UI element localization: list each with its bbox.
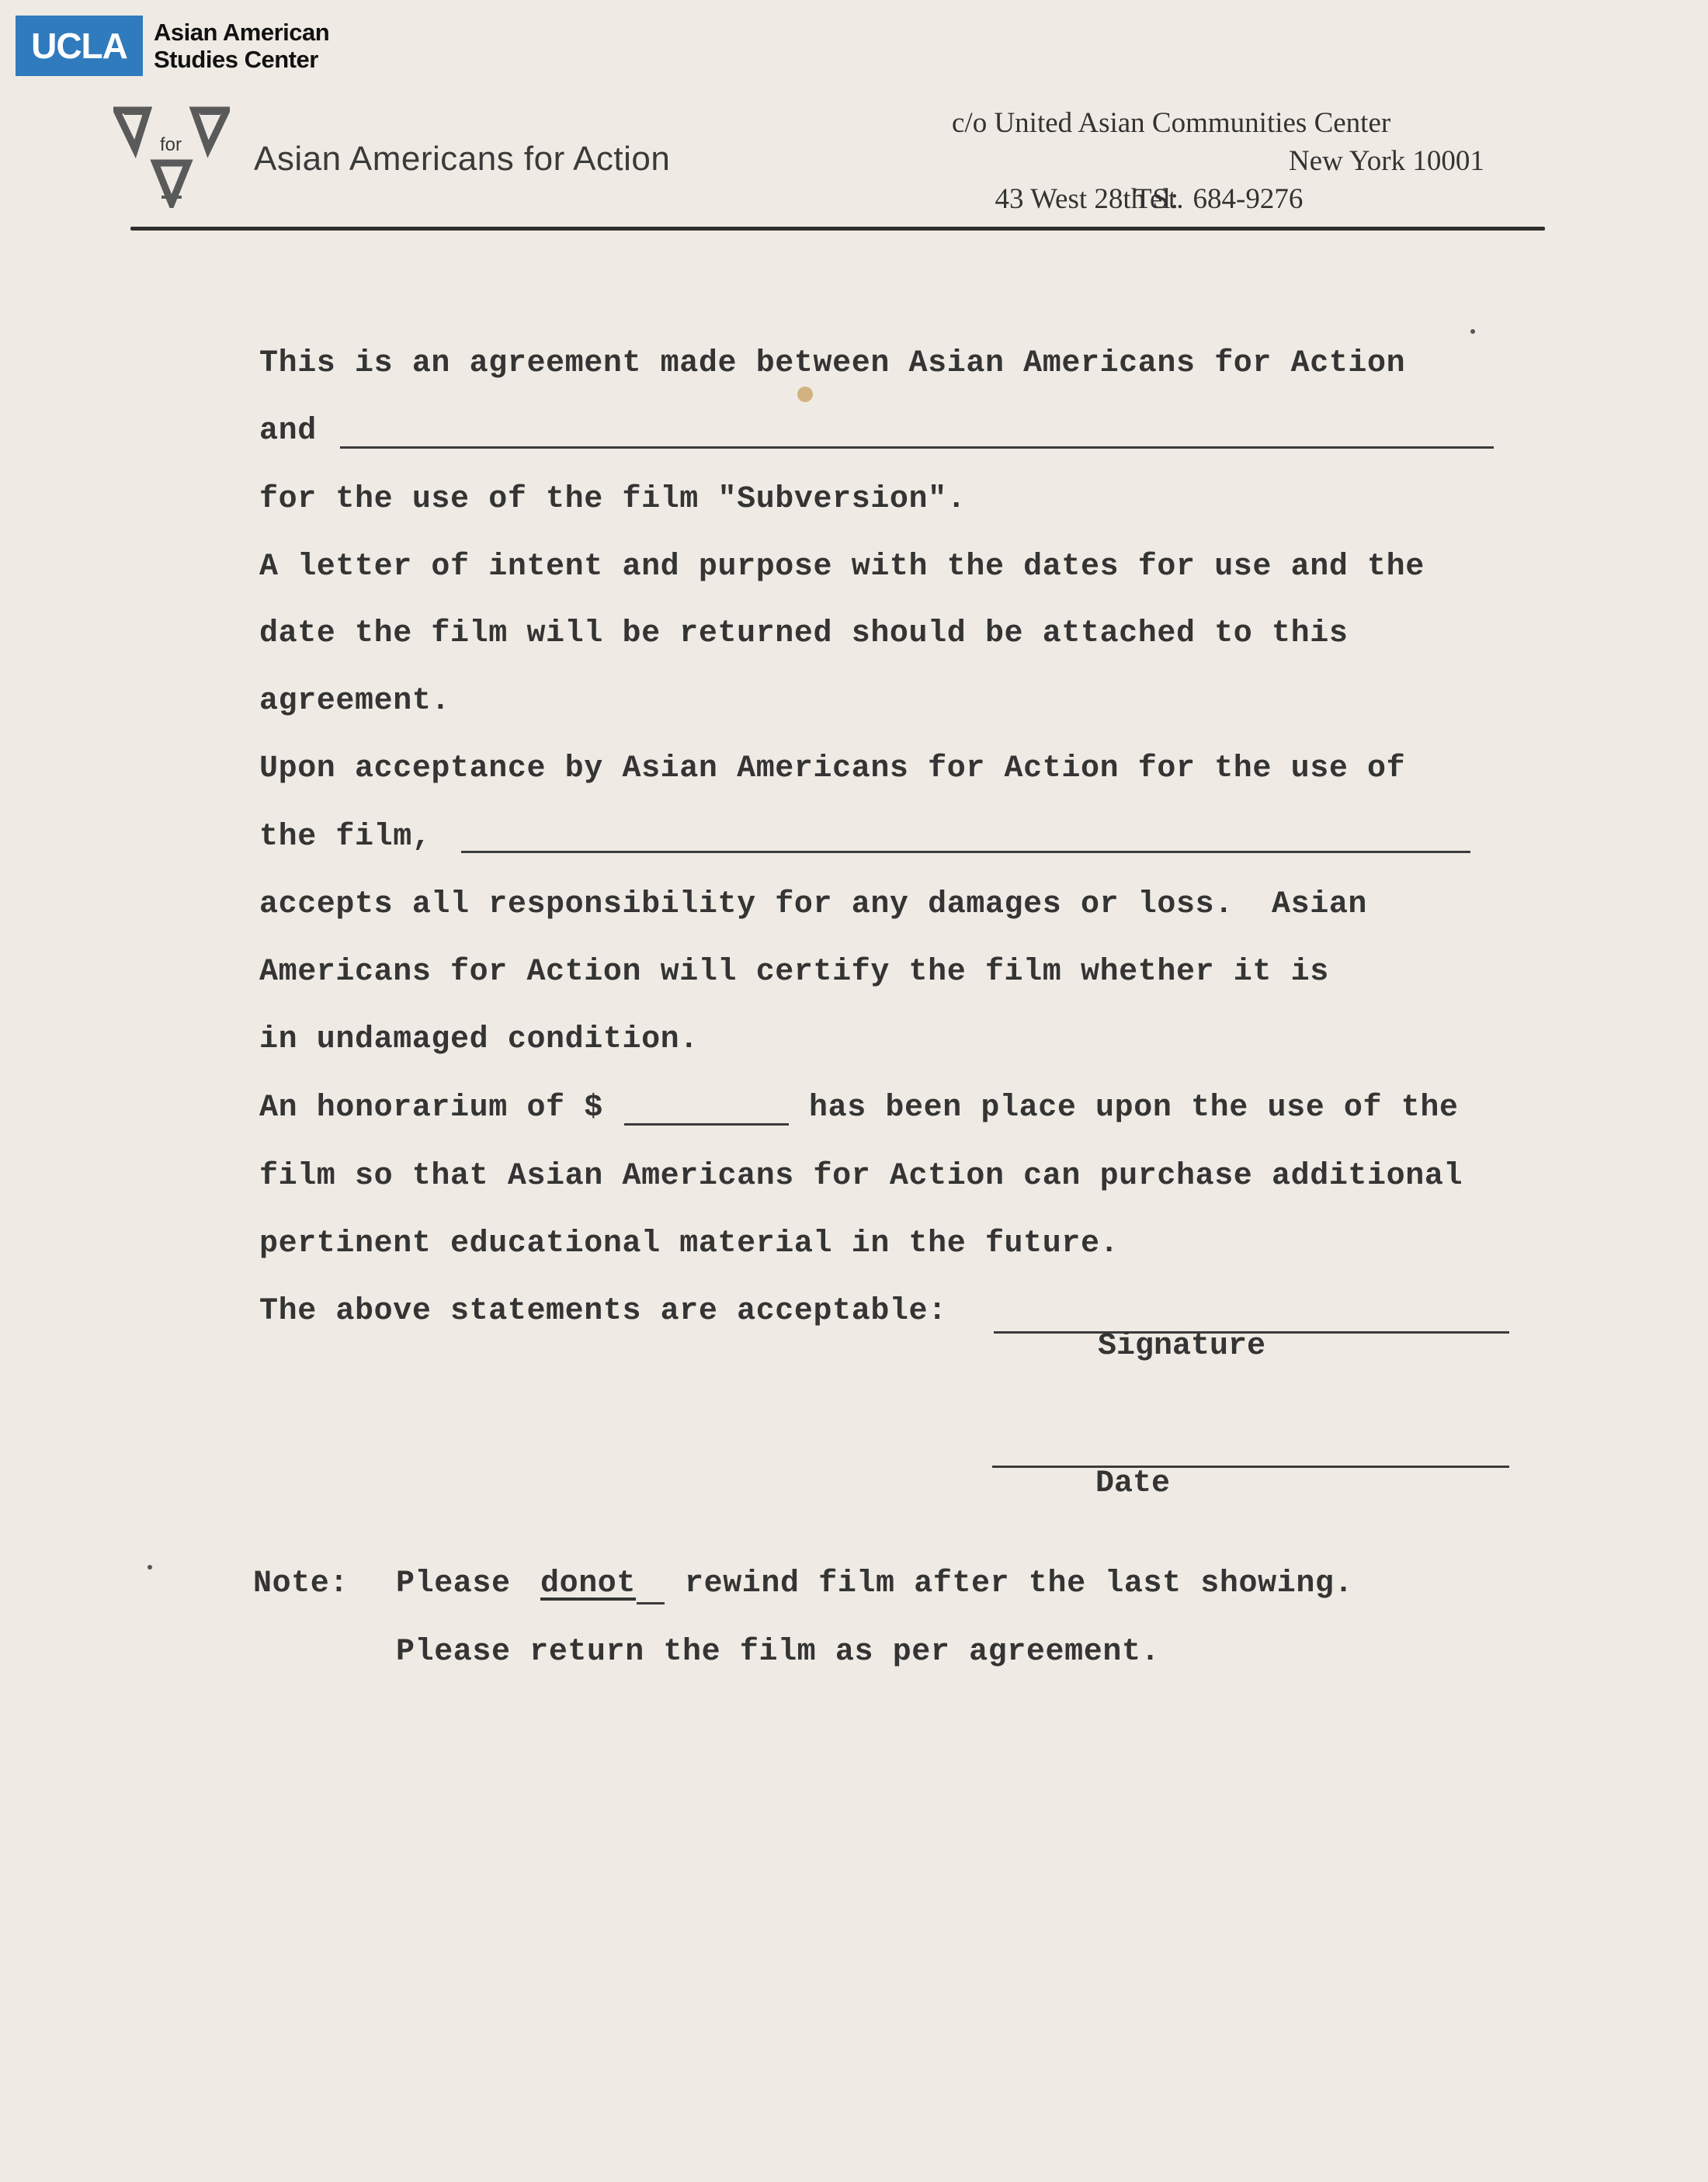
date-line[interactable] — [992, 1466, 1509, 1468]
note-underline-extension — [637, 1602, 665, 1604]
body-line-3: for the use of the film "Subversion". — [259, 482, 967, 517]
organization-name: Asian Americans for Action — [254, 140, 671, 178]
note-line1-before: Please — [396, 1566, 511, 1601]
body-line-4: A letter of intent and purpose with the dates for use and the — [259, 550, 1425, 585]
organization-address — [952, 104, 1542, 218]
paper-speck — [1470, 329, 1475, 334]
signature-label: Signature — [1098, 1329, 1266, 1364]
body-line-2-lead: and — [259, 414, 317, 449]
note-line1-after: rewind film after the last showing. — [685, 1566, 1354, 1601]
body-line-13: film so that Asian Americans for Action can purchase additional — [259, 1159, 1463, 1194]
body-line-10: Americans for Action will certify the film whether it is — [259, 955, 1329, 990]
body-line-6: agreement. — [259, 684, 451, 719]
body-line-7: Upon acceptance by Asian Americans for Action for the use of — [259, 751, 1406, 786]
center-name-line1: Asian American — [154, 19, 330, 46]
note-label: Note: — [253, 1566, 349, 1601]
note-line2: Please return the film as per agreement. — [396, 1635, 1161, 1670]
body-line-11: in undamaged condition. — [259, 1022, 699, 1057]
body-line-12-lead: An honorarium of $ — [259, 1091, 603, 1126]
center-name-line2: Studies Center — [154, 46, 318, 73]
paper-stain — [797, 387, 813, 402]
body-line-15: The above statements are acceptable: — [259, 1294, 947, 1329]
body-line-14: pertinent educational material in the future. — [259, 1226, 1120, 1261]
logo-for-text: for — [160, 134, 182, 155]
body-line-8-lead: the film, — [259, 820, 432, 855]
note-line1-emphasis: donot — [540, 1566, 637, 1601]
body-line-12-tail: has been place upon the use of the — [809, 1091, 1459, 1126]
address-street: 43 West 28th St. — [995, 183, 1184, 215]
body-line-1: This is an agreement made between Asian Americans for Action — [259, 346, 1406, 381]
address-city: New York 10001 — [1289, 145, 1484, 177]
address-line1: c/o United Asian Communities Center — [952, 107, 1391, 139]
ucla-logo: UCLA — [16, 16, 143, 76]
party-name-blank[interactable] — [340, 446, 1494, 449]
aaa-logo-icon — [113, 106, 230, 208]
honorarium-amount-blank[interactable] — [624, 1123, 789, 1126]
date-label: Date — [1095, 1466, 1171, 1501]
telephone: Tel: 684-9276 — [1134, 183, 1304, 215]
archive-center-name — [154, 19, 340, 73]
body-line-5: date the film will be returned should be attached to this — [259, 616, 1349, 651]
letterhead-divider — [130, 227, 1545, 231]
responsible-party-blank[interactable] — [461, 851, 1470, 853]
paper-speck — [148, 1565, 152, 1570]
body-line-9: accepts all responsibility for any damages or loss. Asian — [259, 887, 1368, 922]
